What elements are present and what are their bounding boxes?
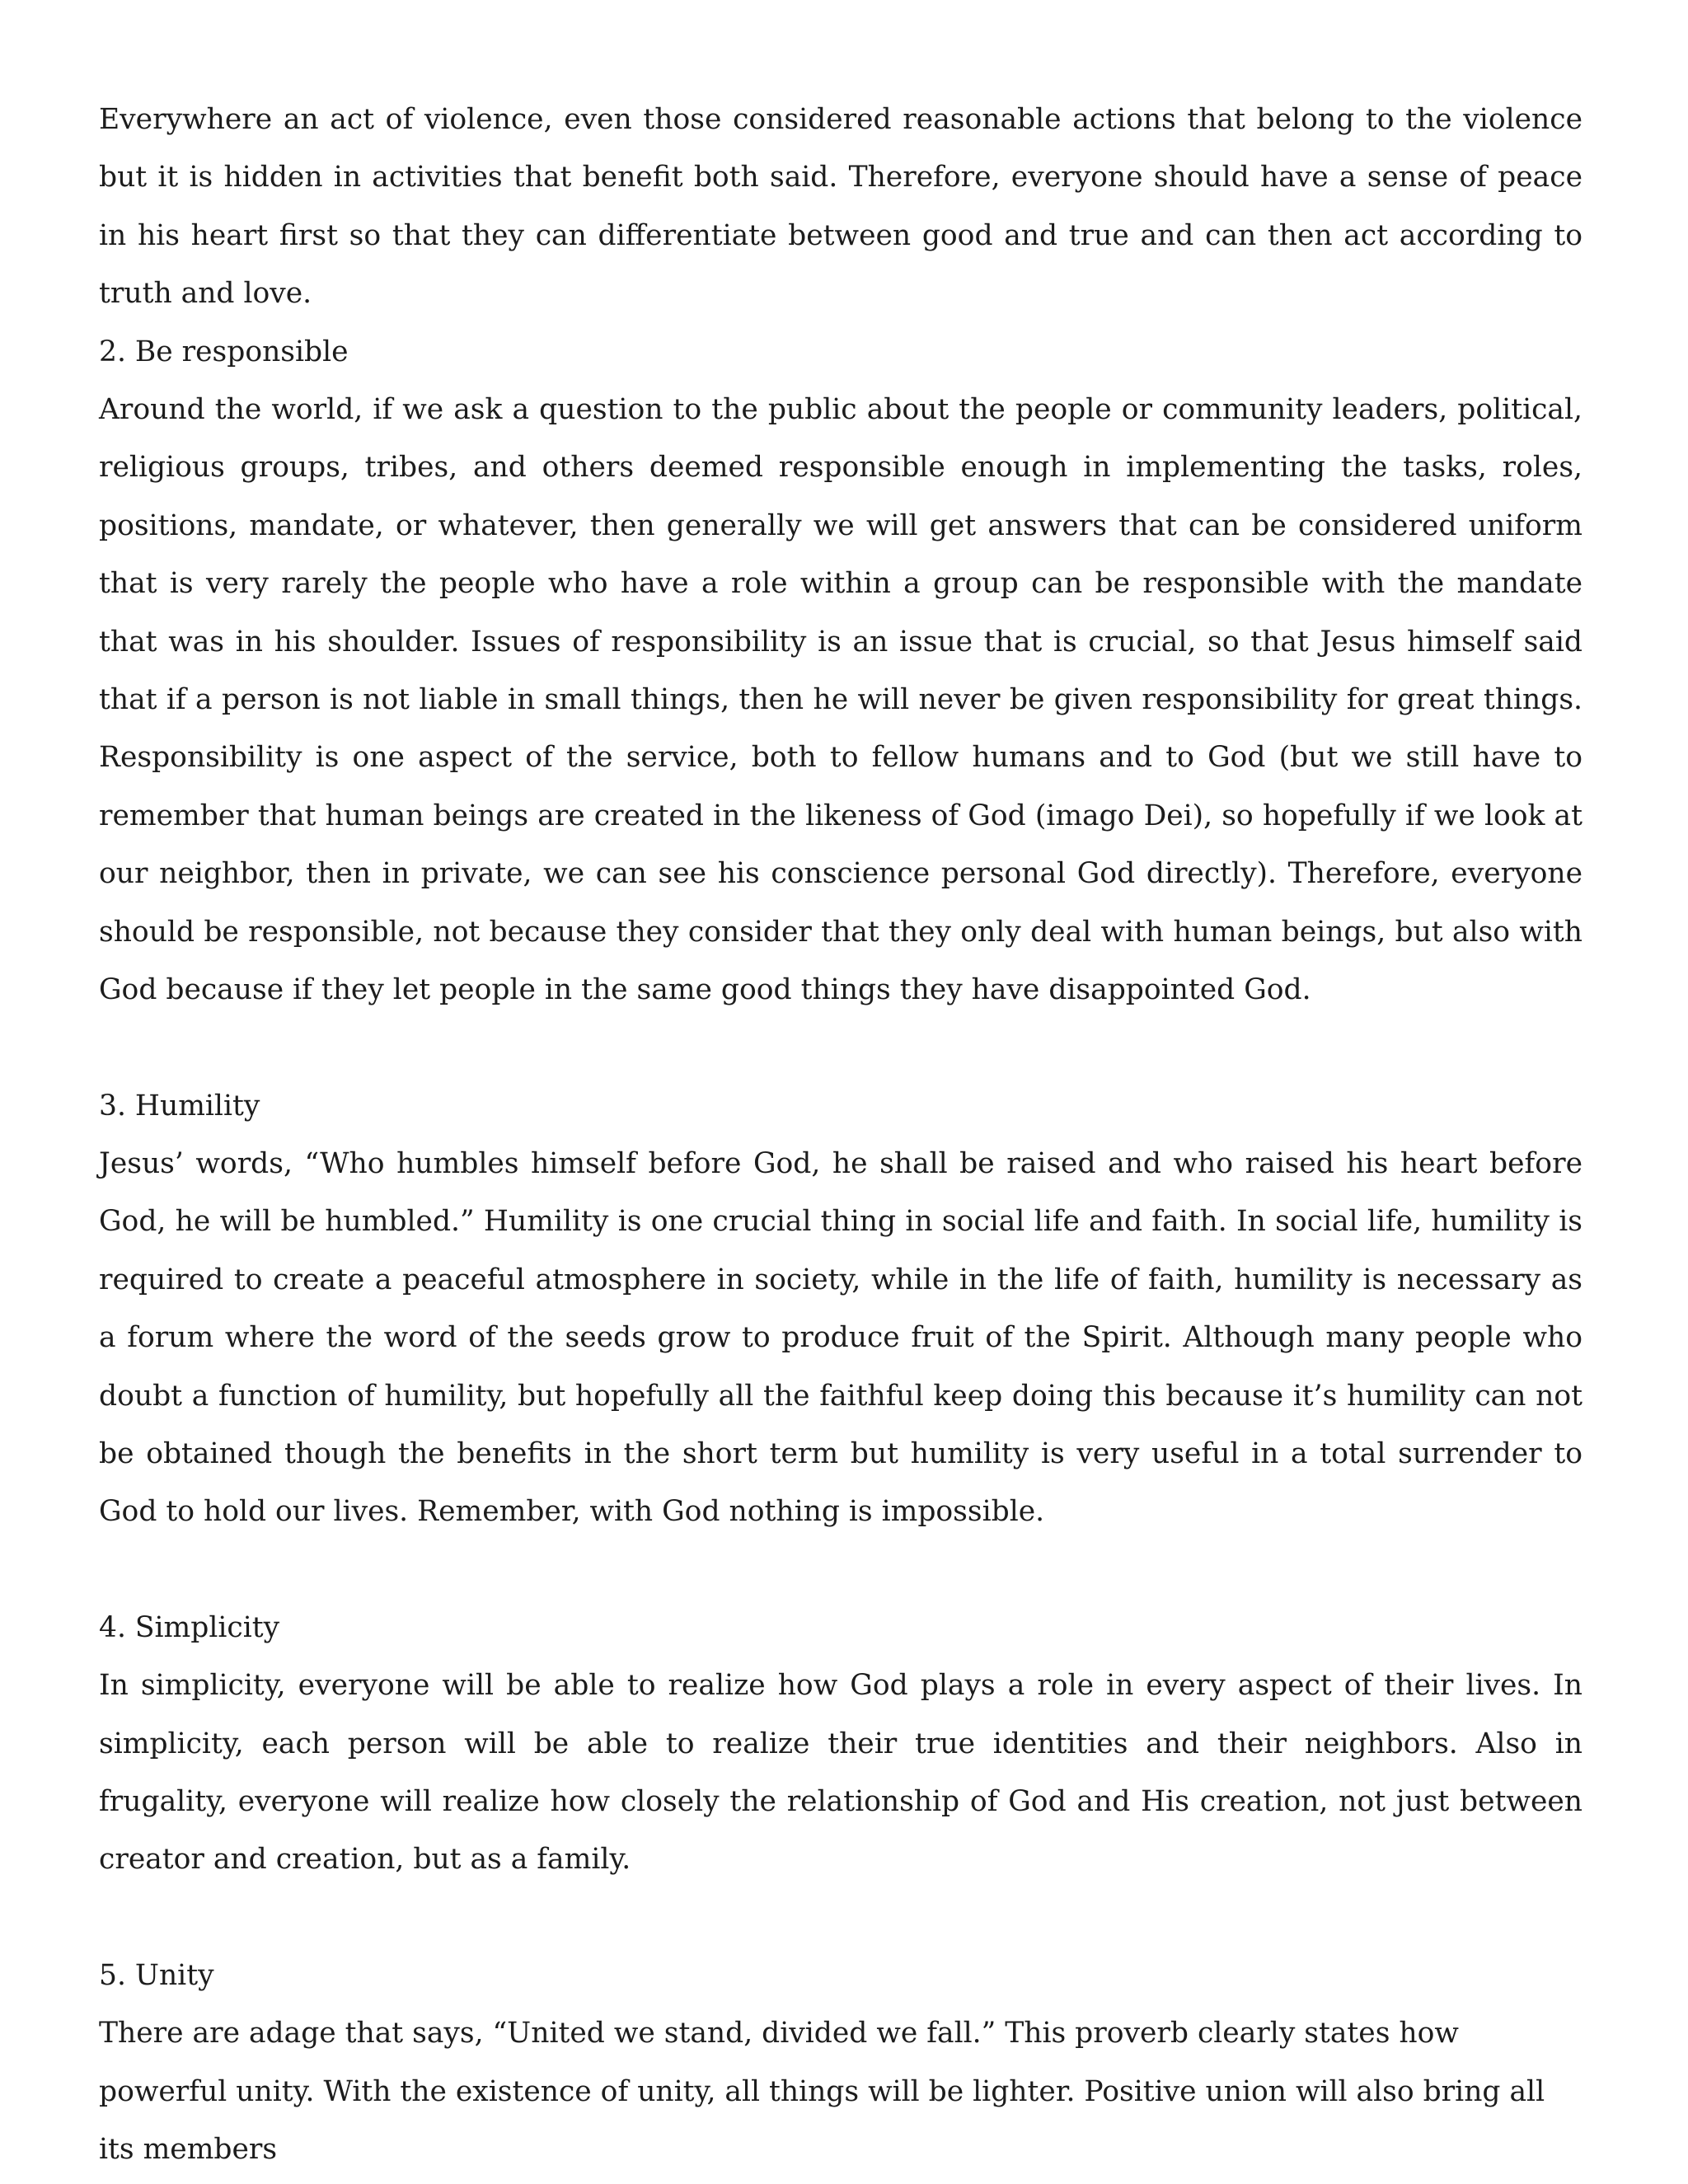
section-body-simplicity: In simplicity, everyone will be able to realize how God plays a role in every aspect of their lives. In simplicity, each person will be able to realize their true identities and their neighbors. Also in frugality, everyone will realize how closely the relationship of God and His creation, not just between creator and creation, but as a family. bbox=[99, 1669, 1582, 1877]
paragraph-gap bbox=[99, 1541, 1582, 1599]
paragraph-gap bbox=[99, 1889, 1582, 1947]
intro-paragraph: Everywhere an act of violence, even those considered reasonable actions that belong to the violence but it is hidden in activities that benefit both said. Therefore, everyone should have a sense of peace in his heart first so that they can differentiate between good and true and can then act according to truth and love. bbox=[99, 103, 1582, 311]
section-heading-humility: 3. Humility bbox=[99, 1089, 260, 1122]
section-body-humility: Jesus’ words, “Who humbles himself before God, he shall be raised and who raised his heart before God, he will be humbled.” Humility is one crucial thing in social life and faith. In social life, humility is required to create a peaceful atmosphere in society, while in the life of faith, humility is necessary as a forum where the word of the seeds grow to produce fruit of the Spirit. Although many people who doubt a function of humility, but hopefully all the faithful keep doing this because it’s humility can not be obtained though the benefits in the short term but humility is very useful in a total surrender to God to hold our lives. Remember, with God nothing is impossible. bbox=[99, 1146, 1582, 1529]
paragraph-gap bbox=[99, 1019, 1582, 1077]
section-body-responsible: Around the world, if we ask a question to the public about the people or community leaders, political, religious groups, tribes, and others deemed responsible enough in implementing the tasks, roles, positions, mandate, or whatever, then generally we will get answers that can be considered uniform that is very rarely the people who have a role within a group can be responsible with the mandate that was in his shoulder. Issues of responsibility is an issue that is crucial, so that Jesus himself said that if a person is not liable in small things, then he will never be given responsibility for great things. Responsibility is one aspect of the service, both to fellow humans and to God (but we still have to remember that human beings are created in the likeness of God (imago Dei), so hopefully if we look at our neighbor, then in private, we can see his conscience personal God directly). Therefore, everyone should be responsible, not because they consider that they only deal with human beings, but also with God because if they let people in the same good things they have disappointed God. bbox=[99, 393, 1582, 1007]
section-heading-unity: 5. Unity bbox=[99, 1958, 214, 1992]
document-page bbox=[99, 91, 1582, 2178]
section-body-unity: There are adage that says, “United we stand, divided we fall.” This proverb clearly states how powerful unity. With the existence of unity, all things will be lighter. Positive union will also bring all its members bbox=[99, 2017, 1545, 2166]
section-heading-responsible: 2. Be responsible bbox=[99, 335, 349, 368]
section-heading-simplicity: 4. Simplicity bbox=[99, 1610, 280, 1644]
